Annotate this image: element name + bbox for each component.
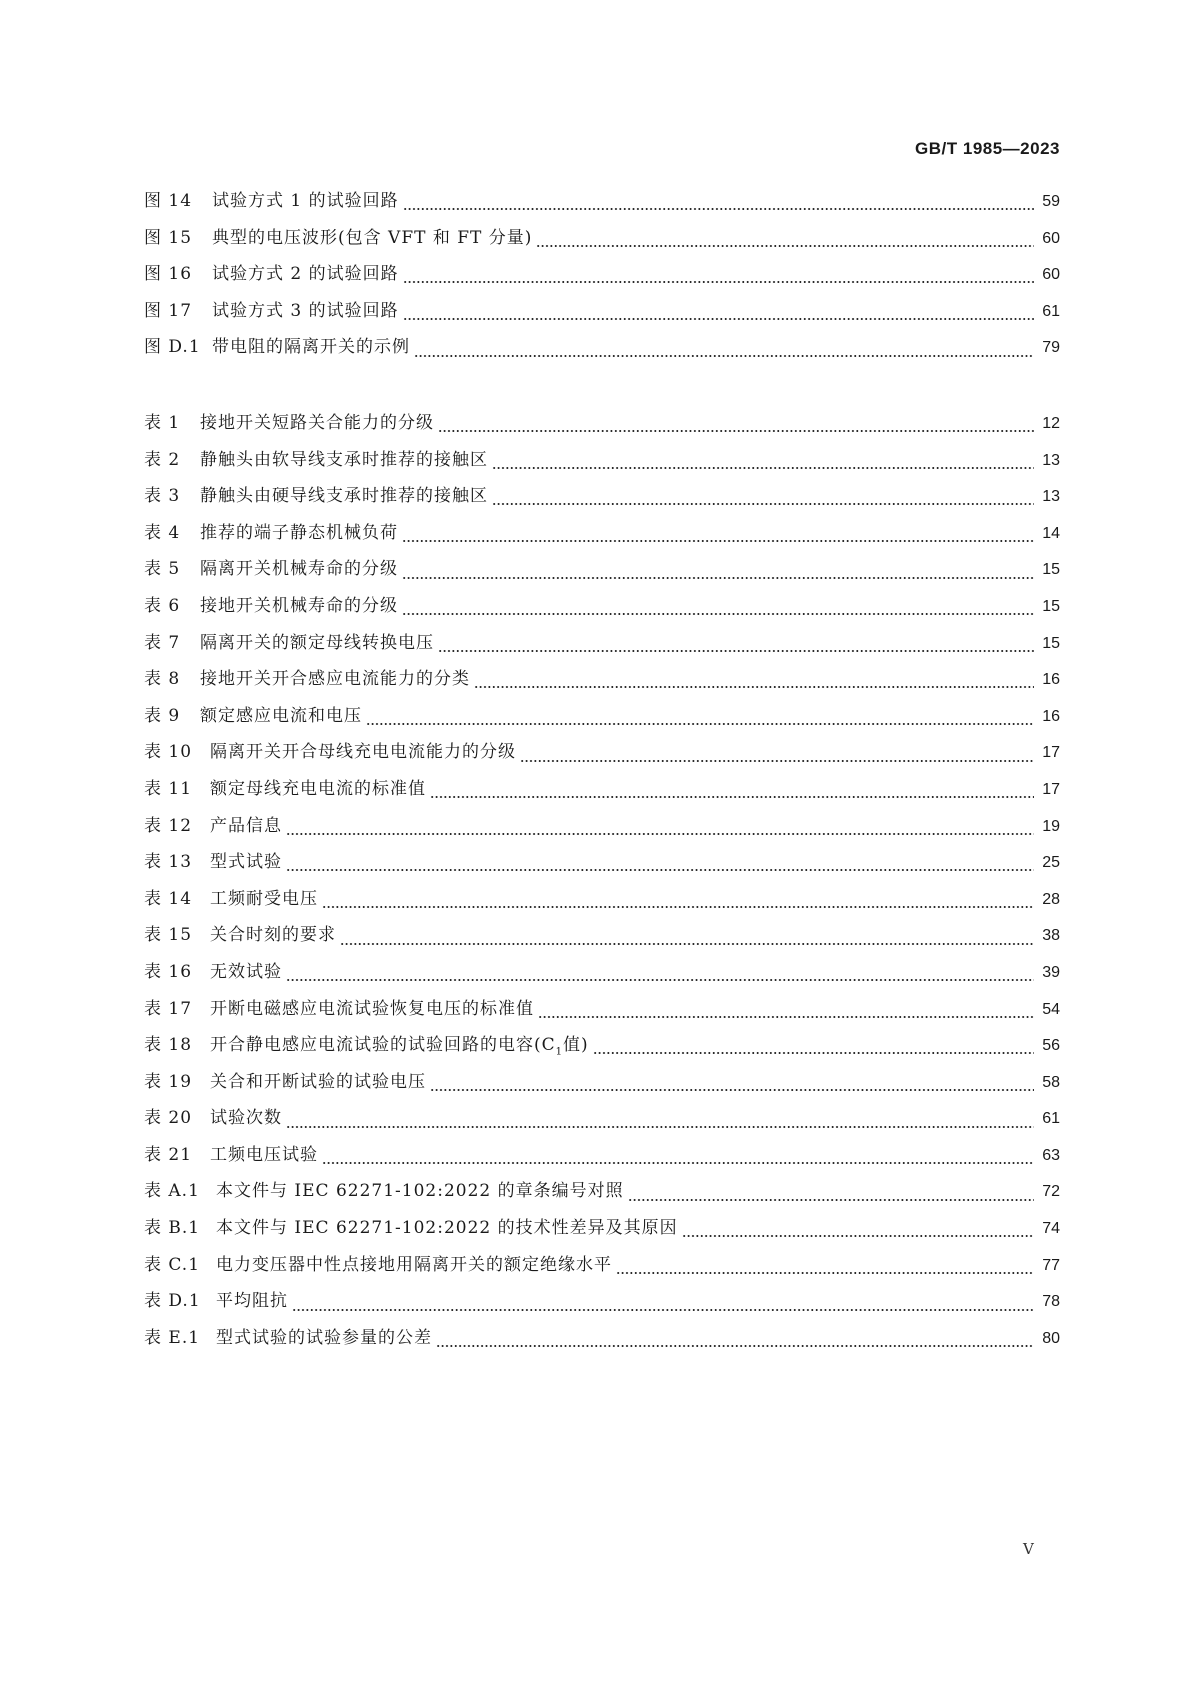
entry-label: 图 D.1	[144, 337, 201, 358]
entry-label: 表 11	[144, 778, 193, 799]
entry-label: 表 6	[144, 595, 181, 616]
entry-title: 平均阻抗	[216, 1291, 288, 1312]
toc-entry[interactable]	[144, 1030, 1060, 1067]
entry-title: 关合时刻的要求	[210, 925, 336, 946]
entry-page: 60	[1042, 266, 1060, 284]
dot-leader	[402, 539, 1034, 543]
toc-entry[interactable]	[144, 1176, 1060, 1213]
toc-entry[interactable]	[144, 296, 1060, 333]
entry-label: 表 B.1	[144, 1218, 201, 1239]
entry-title: 试验次数	[210, 1108, 282, 1129]
entry-title: 典型的电压波形(包含 VFT 和 FT 分量)	[212, 227, 533, 248]
toc-entry[interactable]	[144, 445, 1060, 482]
dot-leader	[474, 685, 1034, 689]
entry-label: 表 2	[144, 449, 181, 470]
dot-leader	[403, 280, 1034, 284]
entry-page: 16	[1042, 671, 1060, 689]
entry-title: 带电阻的隔离开关的示例	[212, 337, 410, 358]
entry-page: 25	[1042, 854, 1060, 872]
entry-title: 本文件与 IEC 62271-102:2022 的技术性差异及其原因	[216, 1218, 678, 1239]
entry-page: 15	[1042, 561, 1060, 579]
entry-label: 表 D.1	[144, 1291, 201, 1312]
entry-label: 表 1	[144, 413, 181, 433]
dot-leader	[438, 649, 1034, 653]
entry-title: 静触头由软导线支承时推荐的接触区	[200, 449, 488, 470]
entry-label: 表 4	[144, 522, 181, 543]
entry-page: 79	[1042, 339, 1060, 357]
entry-page: 59	[1042, 193, 1060, 210]
toc-entry[interactable]	[144, 774, 1060, 811]
dot-leader	[366, 722, 1034, 726]
toc-entry[interactable]	[144, 1067, 1060, 1104]
entry-title: 工频耐受电压	[210, 888, 318, 909]
dot-leader	[414, 354, 1034, 358]
standard-code: GB/T 1985—2023	[915, 139, 1060, 158]
toc-entry[interactable]	[144, 408, 1060, 445]
dot-leader	[402, 576, 1034, 580]
dot-leader	[593, 1051, 1034, 1055]
capacitance-subscript: 1	[555, 1046, 564, 1058]
toc-entry[interactable]	[144, 847, 1060, 884]
entry-title: 产品信息	[210, 815, 282, 836]
entry-label: 表 8	[144, 669, 181, 690]
toc-entry[interactable]	[144, 994, 1060, 1031]
entry-label: 表 C.1	[144, 1254, 201, 1275]
toc-entry[interactable]	[144, 223, 1060, 260]
toc-entry[interactable]	[144, 481, 1060, 518]
entry-title: 型式试验	[210, 852, 282, 873]
toc-entry[interactable]	[144, 1140, 1060, 1177]
entry-title: 工频电压试验	[210, 1144, 318, 1165]
entry-title: 开断电磁感应电流试验恢复电压的标准值	[210, 998, 534, 1019]
dot-leader	[286, 868, 1034, 872]
entry-label: 表 10	[144, 742, 193, 763]
dot-leader	[340, 942, 1034, 946]
dot-leader	[492, 502, 1034, 506]
dot-leader	[292, 1308, 1034, 1312]
entry-label: 图 16	[144, 264, 193, 285]
entry-title-text-end: 值)	[563, 1035, 589, 1056]
toc-entry[interactable]	[144, 957, 1060, 994]
entry-label: 表 15	[144, 925, 193, 946]
dot-leader	[628, 1198, 1034, 1202]
entry-title: 试验方式 3 的试验回路	[212, 300, 399, 321]
toc-entry[interactable]	[144, 518, 1060, 555]
dot-leader	[286, 978, 1034, 982]
toc-entry[interactable]	[144, 664, 1060, 701]
entry-title: 无效试验	[210, 961, 282, 982]
dot-leader	[438, 429, 1034, 433]
entry-label: 表 19	[144, 1071, 193, 1092]
entry-label: 图 15	[144, 227, 193, 248]
toc-entry[interactable]	[144, 1213, 1060, 1250]
entry-label: 表 21	[144, 1144, 193, 1165]
entry-title	[210, 1030, 589, 1057]
entry-page: 80	[1042, 1329, 1060, 1347]
toc-entry[interactable]	[144, 920, 1060, 957]
page-number: V	[1023, 1540, 1034, 1558]
entry-title: 隔离开关机械寿命的分级	[200, 559, 398, 580]
entry-page: 77	[1042, 1256, 1060, 1274]
entry-label: 表 E.1	[144, 1327, 201, 1348]
entry-page: 17	[1042, 744, 1060, 762]
entry-page: 63	[1042, 1146, 1060, 1164]
entry-label: 表 5	[144, 559, 181, 580]
dot-leader	[322, 905, 1034, 909]
toc-entry[interactable]	[144, 259, 1060, 296]
entry-label: 表 18	[144, 1035, 193, 1056]
entry-page: 28	[1042, 890, 1060, 908]
entry-label: 表 3	[144, 486, 181, 507]
entry-label: 表 14	[144, 888, 193, 909]
dot-leader	[682, 1234, 1034, 1238]
entry-page: 17	[1042, 780, 1060, 798]
entry-label: 表 17	[144, 998, 193, 1019]
entry-title: 隔离开关的额定母线转换电压	[200, 632, 434, 653]
entry-label: 表 12	[144, 815, 193, 836]
entry-page: 60	[1042, 229, 1060, 247]
entry-page: 58	[1042, 1073, 1060, 1091]
entry-label: 表 9	[144, 705, 181, 726]
entry-page: 61	[1042, 1110, 1060, 1128]
entry-title: 试验方式 1 的试验回路	[212, 191, 399, 211]
figure-list	[144, 186, 1060, 369]
entry-title-text: 开合静电感应电流试验的试验回路的电容(C	[210, 1035, 556, 1056]
entry-title: 额定感应电流和电压	[200, 705, 362, 726]
dot-leader	[286, 1125, 1034, 1129]
entry-page: 39	[1042, 963, 1060, 981]
toc-entry[interactable]	[144, 1250, 1060, 1287]
entry-page: 12	[1042, 415, 1060, 432]
dot-leader	[403, 317, 1034, 321]
dot-leader	[402, 612, 1034, 616]
toc-entry[interactable]	[144, 554, 1060, 591]
toc-entry[interactable]	[144, 1323, 1060, 1360]
dot-leader	[430, 1088, 1034, 1092]
toc-entry[interactable]	[144, 591, 1060, 628]
entry-page: 15	[1042, 634, 1060, 652]
dot-leader	[436, 1344, 1034, 1348]
entry-page: 56	[1042, 1037, 1060, 1055]
entry-label: 表 20	[144, 1108, 193, 1129]
toc-entry[interactable]	[144, 811, 1060, 848]
entry-title: 型式试验的试验参量的公差	[216, 1327, 432, 1348]
entry-title: 接地开关机械寿命的分级	[200, 595, 398, 616]
toc-entry[interactable]	[144, 332, 1060, 369]
dot-leader	[286, 832, 1034, 836]
entry-title: 关合和开断试验的试验电压	[210, 1071, 426, 1092]
entry-page: 74	[1042, 1220, 1060, 1238]
entry-page: 54	[1042, 1000, 1060, 1018]
entry-title: 静触头由硬导线支承时推荐的接触区	[200, 486, 488, 507]
entry-label: 表 16	[144, 961, 193, 982]
dot-leader	[322, 1161, 1034, 1165]
toc-entry[interactable]	[144, 701, 1060, 738]
toc-entry[interactable]	[144, 1103, 1060, 1140]
dot-leader	[616, 1271, 1034, 1275]
entry-title: 接地开关短路关合能力的分级	[200, 413, 434, 433]
dot-leader	[492, 466, 1034, 470]
dot-leader	[538, 1015, 1034, 1019]
entry-page: 78	[1042, 1293, 1060, 1311]
dot-leader	[403, 207, 1034, 211]
table-list	[144, 408, 1060, 1359]
entry-page: 72	[1042, 1183, 1060, 1201]
toc-entry[interactable]	[144, 186, 1060, 223]
entry-title: 推荐的端子静态机械负荷	[200, 522, 398, 543]
entry-label: 图 17	[144, 300, 193, 321]
entry-title: 本文件与 IEC 62271-102:2022 的章条编号对照	[216, 1181, 624, 1202]
entry-label: 表 13	[144, 852, 193, 873]
entry-title: 隔离开关开合母线充电电流能力的分级	[210, 742, 516, 763]
toc-entry[interactable]	[144, 884, 1060, 921]
entry-page: 61	[1042, 302, 1060, 320]
entry-page: 19	[1042, 817, 1060, 835]
dot-leader	[430, 795, 1034, 799]
entry-label: 表 A.1	[144, 1181, 200, 1202]
entry-page: 15	[1042, 597, 1060, 615]
entry-label: 表 7	[144, 632, 181, 653]
entry-page: 13	[1042, 488, 1060, 506]
entry-title: 额定母线充电电流的标准值	[210, 778, 426, 799]
entry-page: 16	[1042, 707, 1060, 725]
entry-title: 电力变压器中性点接地用隔离开关的额定绝缘水平	[216, 1254, 612, 1275]
toc-entry[interactable]	[144, 1286, 1060, 1323]
toc-entry[interactable]	[144, 737, 1060, 774]
entry-page: 38	[1042, 927, 1060, 945]
toc-entry[interactable]	[144, 628, 1060, 665]
dot-leader	[536, 244, 1034, 248]
entry-title: 接地开关开合感应电流能力的分类	[200, 669, 470, 690]
entry-page: 14	[1042, 524, 1060, 542]
entry-label: 图 14	[144, 191, 193, 211]
dot-leader	[520, 759, 1034, 763]
entry-page: 13	[1042, 451, 1060, 469]
entry-title: 试验方式 2 的试验回路	[212, 264, 399, 285]
